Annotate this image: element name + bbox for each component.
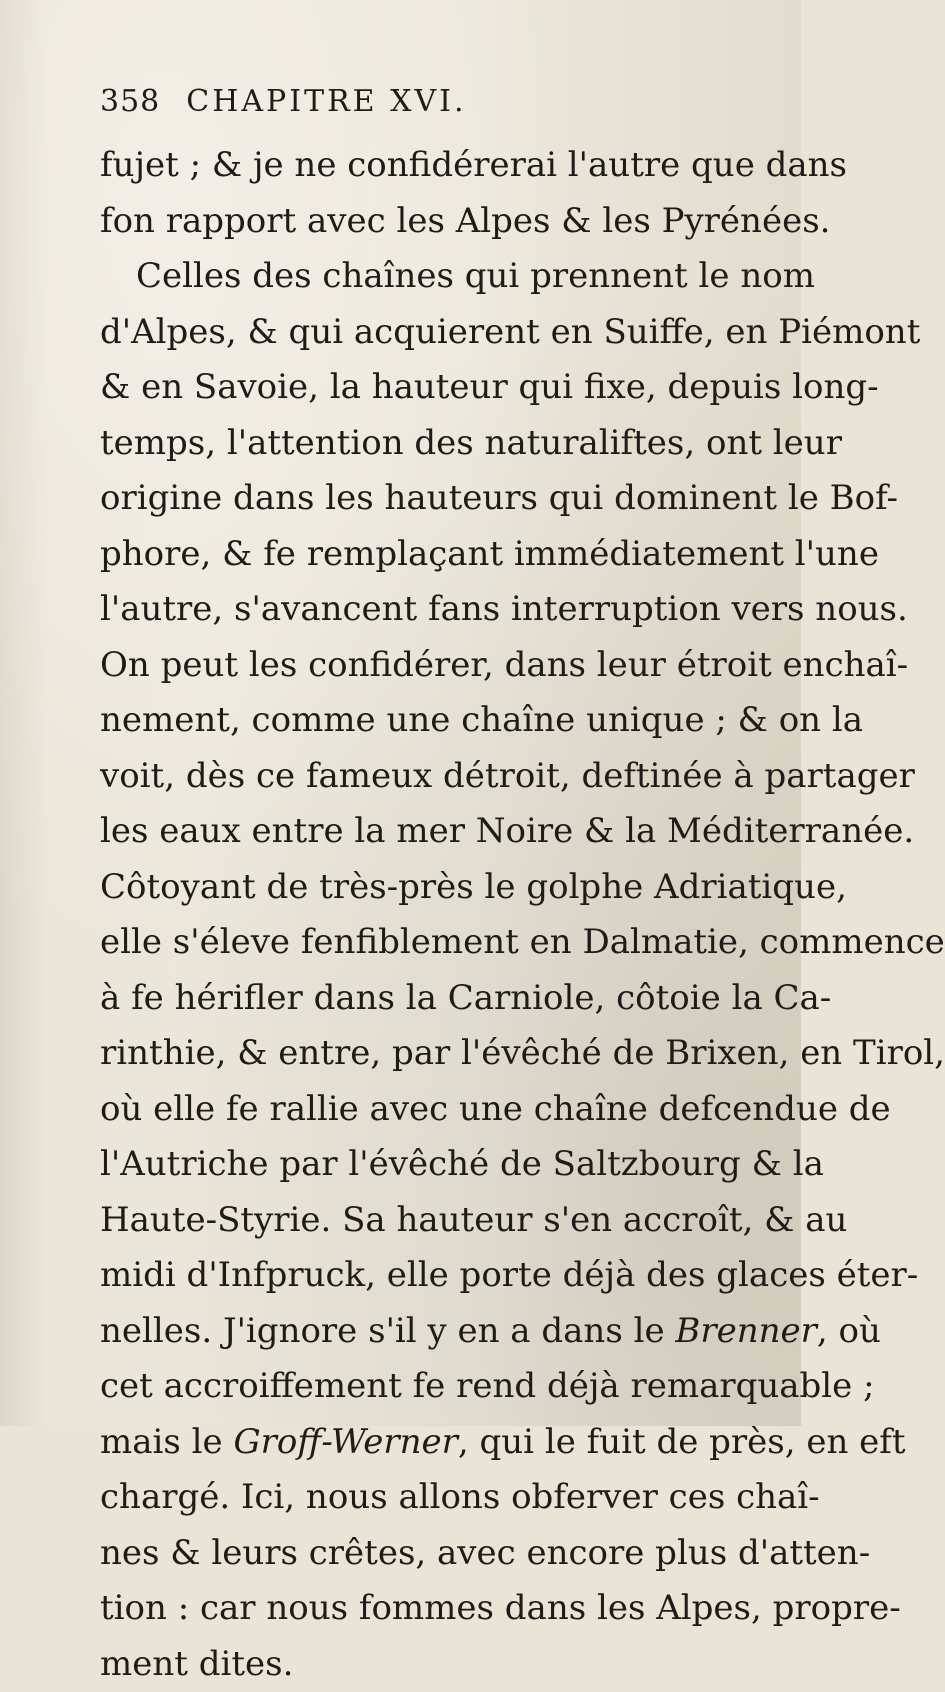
- text-line: & en Savoie, la hauteur qui fixe, depuis long-: [100, 360, 740, 416]
- text-segment: , où: [817, 1311, 881, 1351]
- text-line: nes & leurs crêtes, avec encore plus d'atten-: [100, 1526, 740, 1582]
- text-line-with-italic: [100, 1415, 740, 1471]
- text-line: On peut les confidérer, dans leur étroit enchaî-: [100, 638, 740, 694]
- text-line: fujet ; & je ne confidérerai l'autre que dans: [100, 138, 740, 194]
- text-line: l'autre, s'avancent fans interruption vers nous.: [100, 582, 740, 638]
- place-name-brenner: Brenner: [675, 1311, 817, 1351]
- text-line: temps, l'attention des naturaliftes, ont leur: [100, 416, 740, 472]
- running-header: [100, 84, 467, 119]
- text-segment: nelles. J'ignore s'il y en a dans le: [100, 1311, 665, 1351]
- text-line: ment dites.: [100, 1637, 740, 1692]
- place-name-groff-werner: Groff-Werner: [233, 1422, 457, 1462]
- text-line: les eaux entre la mer Noire & la Méditerranée.: [100, 804, 740, 860]
- text-line: fon rapport avec les Alpes & les Pyrénées.: [100, 194, 740, 250]
- text-line: elle s'éleve fenfiblement en Dalmatie, commence: [100, 915, 740, 971]
- text-line: origine dans les hauteurs qui dominent le Bof-: [100, 471, 740, 527]
- text-line: où elle fe rallie avec une chaîne defcendue de: [100, 1082, 740, 1138]
- text-line: voit, dès ce fameux détroit, deftinée à partager: [100, 749, 740, 805]
- page-number: 358: [100, 84, 160, 119]
- text-line: chargé. Ici, nous allons obferver ces chaî-: [100, 1470, 740, 1526]
- text-line: phore, & fe remplaçant immédiatement l'une: [100, 527, 740, 583]
- body-text: [100, 138, 740, 1692]
- running-title: CHAPITRE XVI.: [186, 84, 466, 119]
- text-line: Haute-Styrie. Sa hauteur s'en accroît, & au: [100, 1193, 740, 1249]
- text-line: midi d'Infpruck, elle porte déjà des glaces éter-: [100, 1248, 740, 1304]
- text-line: l'Autriche par l'évêché de Saltzbourg & la: [100, 1137, 740, 1193]
- text-line: cet accroiffement fe rend déjà remarquable ;: [100, 1359, 740, 1415]
- text-line: nement, comme une chaîne unique ; & on la: [100, 693, 740, 749]
- text-line: Côtoyant de très-près le golphe Adriatique,: [100, 860, 740, 916]
- text-line: rinthie, & entre, par l'évêché de Brixen, en Tirol,: [100, 1026, 740, 1082]
- text-line: tion : car nous fommes dans les Alpes, propre-: [100, 1581, 740, 1637]
- text-line: d'Alpes, & qui acquierent en Suiffe, en Piémont: [100, 305, 740, 361]
- text-line-with-italic: [100, 1304, 740, 1360]
- text-line: Celles des chaînes qui prennent le nom: [100, 249, 740, 305]
- text-segment: mais le: [100, 1422, 223, 1462]
- text-segment: , qui le fuit de près, en eft: [458, 1422, 906, 1462]
- text-line: à fe hérifler dans la Carniole, côtoie la Ca-: [100, 971, 740, 1027]
